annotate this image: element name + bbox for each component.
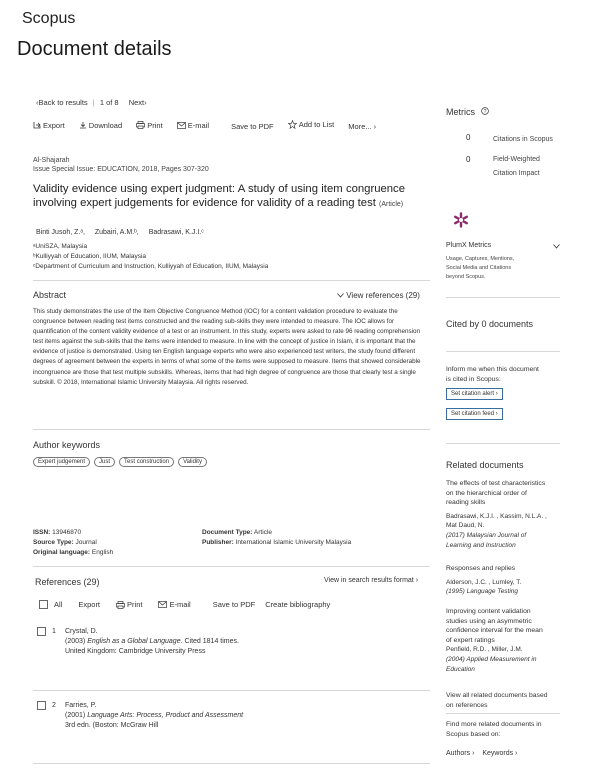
publisher: Publisher: International Islamic University Malaysia (202, 539, 352, 546)
reference-body (65, 701, 243, 731)
chevron-right-icon: › (144, 98, 147, 107)
reference-citation: (2001) Language Arts: Process, Product and Assessment (65, 712, 244, 719)
metrics-heading: Metrics ? (446, 107, 489, 117)
keyword-list (33, 457, 207, 467)
author-link[interactable]: Binti Jusoh, Z.ᵃ, (36, 229, 85, 236)
original-language: Original language: English (33, 549, 114, 556)
author-link[interactable]: Zubairi, A.M.ᵇ, (94, 229, 139, 236)
find-more-links (446, 750, 517, 757)
create-bibliography-button[interactable]: Create bibliography (265, 600, 331, 609)
next-link[interactable]: Next› (128, 98, 147, 107)
reference-number: 1 (37, 627, 56, 636)
fwci-value: 0 (466, 155, 471, 164)
citations-label: Citations in Scopus (493, 136, 553, 143)
document-title: Validity evidence using expert judgment: A study of using item congruence involving expert judgements for evidence for validity of a reading test (Article) (33, 183, 405, 209)
author-link[interactable]: Badrasawi, K.J.I.ᶜ (148, 229, 204, 236)
divider (33, 690, 430, 691)
source-issue: Issue Special Issue: EDUCATION, 2018, Pages 307-320 (33, 166, 209, 173)
chevron-right-icon: › (415, 577, 419, 584)
related-document-title[interactable]: The effects of test characteristics on the hierarchical order of reading skills (446, 480, 546, 507)
affiliation: ᵇKulliyyah of Education, IIUM, Malaysia (33, 253, 147, 260)
chevron-down-icon (553, 244, 560, 249)
checkbox[interactable] (37, 627, 46, 636)
checkbox[interactable] (37, 701, 46, 710)
related-document-authors: Penfield, R.D. , Miller, J.M. (2004) Applied Measurement in Education (446, 646, 537, 673)
divider (33, 763, 430, 764)
reference-author: Crystal, D. (65, 628, 98, 635)
checkbox[interactable] (39, 600, 48, 609)
abstract-heading: Abstract (33, 290, 67, 300)
page-title: Document details (17, 38, 172, 60)
divider (33, 429, 430, 430)
print-button[interactable]: Print (136, 121, 162, 130)
print-icon (116, 601, 125, 609)
view-all-related-link[interactable]: View all related documents based on references (446, 692, 548, 709)
more-button[interactable]: More... › (348, 122, 377, 131)
references-toolbar (39, 600, 346, 609)
print-icon (136, 121, 145, 129)
back-to-results-link[interactable]: ‹Back to results (36, 98, 88, 107)
divider (446, 297, 560, 298)
scopus-brand[interactable]: Scopus (22, 10, 76, 27)
divider (446, 713, 560, 714)
divider (33, 280, 430, 281)
set-citation-alert-button[interactable]: Set citation alert › (446, 388, 503, 400)
document-type-meta: Document Type: Article (202, 529, 272, 536)
info-icon[interactable] (481, 107, 489, 115)
svg-text:?: ? (483, 109, 486, 115)
view-references-link[interactable]: View references (29) (337, 291, 420, 300)
export-icon (33, 121, 41, 129)
set-citation-feed-button[interactable]: Set citation feed › (446, 408, 503, 420)
related-document (446, 564, 521, 597)
mail-icon (158, 601, 167, 608)
related-document (446, 479, 547, 550)
abstract-text: This study demonstrates the use of the Item Objective Congruence Method (IOC) for a content validation procedure to evaluate the congruence between reading test items constructed and the reading sub-skills they were intended to measure. The IOC allows for quantification of the content validity evidence of a test or an instrument. In this study, experts were asked to rate 96 reading comprehension test items against the sub-skills that the items were intended to measure. In line with the concept of justice in Islam, it is important that the evidence of justice is demonstrated. Using ten English language experts who were also experienced test writers, the study found different degrees of agreement between the experts in terms of what some of the items were supposed to measure. Items that showed considerable incongruence are those that test multiple subskills. Whereas, items that had high degree of congruence are those that clearly test a single subskill. © 2018, International Islamic University Malaysia. All rights reserved. (33, 308, 421, 386)
result-nav (36, 98, 147, 107)
divider (33, 566, 430, 567)
reference-body (65, 627, 239, 657)
reference-author: Farries, P. (65, 702, 97, 709)
result-position: 1 of 8 (99, 98, 119, 107)
keyword-tag[interactable]: Expert judgement (33, 457, 90, 467)
ref-email-button[interactable]: E-mail (158, 600, 190, 609)
export-button[interactable]: Export (33, 121, 65, 130)
chevron-left-icon: ‹ (36, 98, 39, 107)
reference-publisher: 3rd edn. (Boston: McGraw Hill (65, 722, 159, 729)
author-list (36, 229, 212, 236)
related-document-title[interactable]: Improving content validation studies using an asymmetric confidence interval for the mean of expert ratings (446, 608, 543, 644)
mail-icon (177, 122, 186, 129)
reference-number: 2 (37, 701, 56, 710)
issn: ISSN: 13946870 (33, 529, 82, 536)
keywords-heading: Author keywords (33, 440, 101, 450)
document-toolbar (33, 120, 388, 131)
keywords-link[interactable]: Keywords › (482, 750, 518, 757)
plumx-toggle[interactable]: PlumX Metrics (446, 242, 560, 249)
reference-citation: (2003) English as a Global Language. Cited 1814 times. (65, 638, 239, 645)
select-all-checkbox[interactable]: All (39, 600, 62, 609)
related-document (446, 607, 543, 674)
keyword-tag[interactable]: Test construction (119, 457, 174, 467)
source-type: Source Type: Journal (33, 539, 97, 546)
reference-publisher: United Kingdom: Cambridge University Press (65, 648, 206, 655)
download-button[interactable]: Download (79, 121, 122, 130)
related-document-authors: Alderson, J.C. , Lumley, T. (1995) Language Testing (446, 578, 522, 596)
find-more-text: Find more related documents in Scopus based on: (446, 721, 542, 738)
divider (446, 443, 560, 444)
inform-text: Inform me when this document is cited in Scopus: (446, 366, 539, 383)
references-heading: References (29) (35, 577, 100, 587)
chevron-down-icon (337, 293, 344, 298)
separator: | (92, 98, 95, 107)
add-to-list-button[interactable]: Add to List (288, 120, 334, 129)
document-type: (Article) (379, 200, 404, 208)
star-icon (288, 120, 297, 129)
keyword-tag[interactable]: Just (94, 457, 115, 467)
related-document-authors: Badrasawi, K.J.I. , Kassim, N.L.A. , Mat Daud, N. (2017) Malaysian Journal of Learning and Instruction (446, 512, 547, 549)
plumx-logo-icon (453, 212, 469, 228)
fwci-label: Field-Weighted Citation Impact (493, 156, 540, 177)
source-journal[interactable]: Al-Shajarah (33, 157, 70, 164)
ref-print-button[interactable]: Print (116, 600, 142, 609)
citations-count: 0 (466, 133, 471, 142)
plumx-description: Usage, Captures, Mentions, Social Media and Citations beyond Scopus. (446, 256, 515, 280)
ref-save-pdf-button[interactable]: Save to PDF (212, 600, 256, 609)
email-button[interactable]: E-mail (177, 121, 209, 130)
related-documents-heading: Related documents (446, 460, 524, 470)
view-in-search-results-link[interactable]: View in search results format › (324, 577, 419, 584)
cited-by-heading: Cited by 0 documents (446, 319, 534, 329)
keyword-tag[interactable]: Validity (178, 457, 207, 467)
related-document-title[interactable]: Responses and replies (446, 565, 516, 572)
download-icon (79, 121, 87, 129)
affiliation: ᵃUniSZA, Malaysia (33, 243, 88, 250)
save-to-pdf-button[interactable]: Save to PDF (231, 122, 274, 131)
affiliation: ᶜDepartment of Curriculum and Instruction, Kulliyyah of Education, IIUM, Malaysia (33, 263, 269, 270)
divider (446, 351, 560, 352)
authors-link[interactable]: Authors › (446, 750, 475, 757)
chevron-right-icon: › (373, 122, 377, 131)
ref-export-button[interactable]: Export (78, 600, 101, 609)
